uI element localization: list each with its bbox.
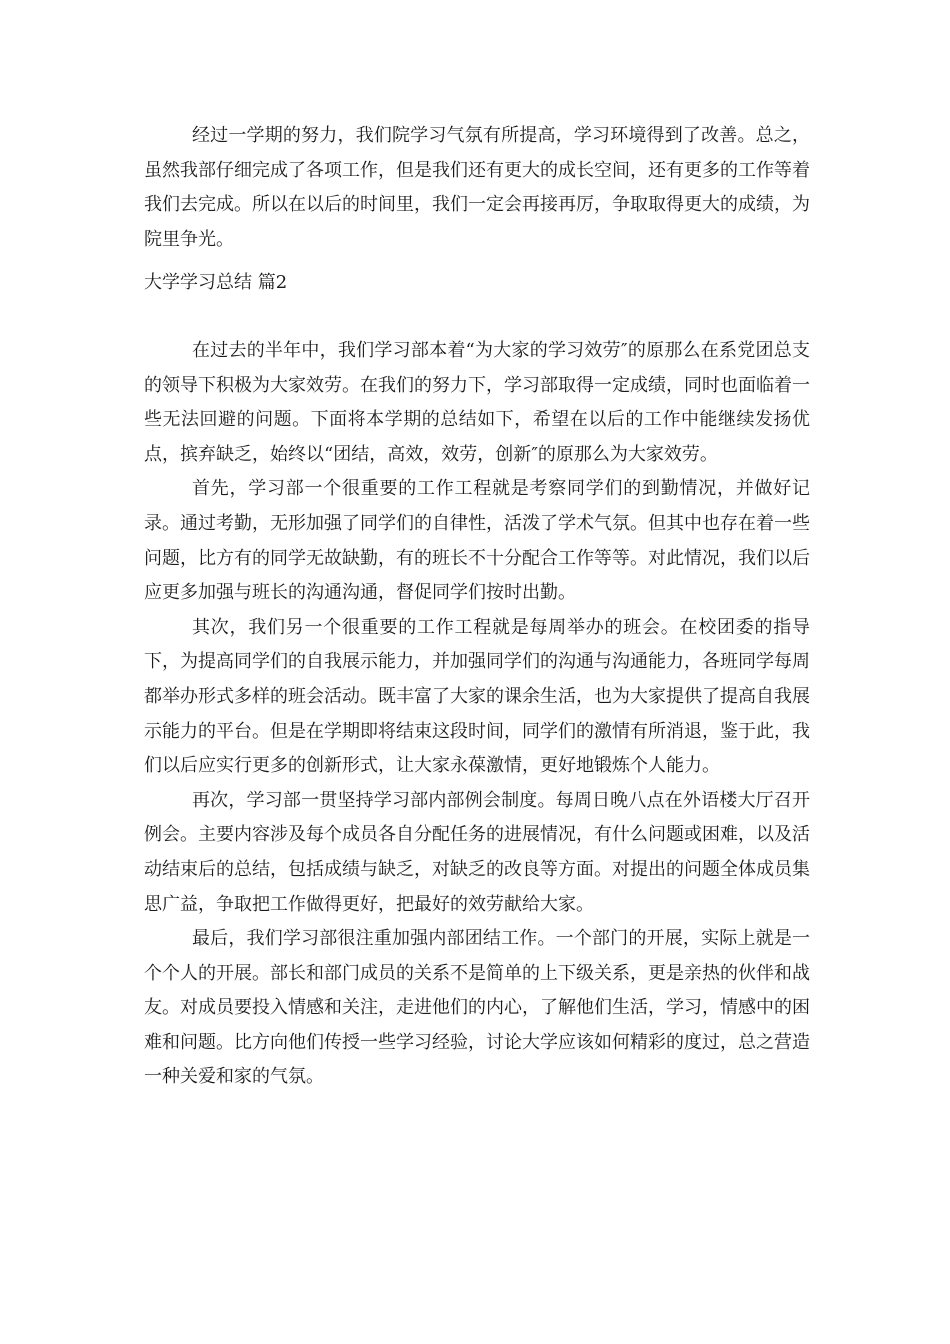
- body-paragraph: 其次，我们另一个很重要的工作工程就是每周举办的班会。在校团委的指导下，为提高同学们的自我展示能力，并加强同学们的沟通与沟通能力，各班同学每周都举办形式多样的班会活动。既丰富了大家的课余生活，也为大家提供了提高自我展示能力的平台。但是在学期即将结束这段时间，同学们的激情有所消退，鉴于此，我们以后应实行更多的创新形式，让大家永葆激情，更好地锻炼个人能力。: [144, 616, 810, 777]
- body-paragraph: 再次，学习部一贯坚持学习部内部例会制度。每周日晚八点在外语楼大厅召开例会。主要内容涉及每个成员各自分配任务的进展情况，有什么问题或困难，以及活动结束后的总结，包括成绩与缺乏，对缺乏的改良等方面。对提出的问题全体成员集思广益，争取把工作做得更好，把最好的效劳献给大家。: [144, 789, 810, 915]
- body-paragraph: 在过去的半年中，我们学习部本着“为大家的学习效劳″的原那么在系党团总支的领导下积极为大家效劳。在我们的努力下，学习部取得一定成绩，同时也面临着一些无法回避的问题。下面将本学期的总结如下，希望在以后的工作中能继续发扬优点，摈弃缺乏，始终以“团结，高效，效劳，创新″的原那么为大家效劳。: [144, 340, 810, 465]
- body-paragraph: 首先，学习部一个很重要的工作工程就是考察同学们的到勤情况，并做好记录。通过考勤，无形加强了同学们的自律性，活泼了学术气氛。但其中也存在着一些问题，比方有的同学无故缺勤，有的班长不十分配合工作等等。对此情况，我们以后应更多加强与班长的沟通沟通，督促同学们按时出勤。: [144, 478, 810, 604]
- section-heading: 大学学习总结 篇2: [144, 272, 288, 293]
- body-paragraph: 最后，我们学习部很注重加强内部团结工作。一个部门的开展，实际上就是一个个人的开展。部长和部门成员的关系不是简单的上下级关系，更是亲热的伙伴和战友。对成员要投入情感和关注，走进他们的内心，了解他们生活，学习，情感中的困难和问题。比方向他们传授一些学习经验，讨论大学应该如何精彩的度过，总之营造一种关爱和家的气氛。: [144, 928, 810, 1088]
- main-section: [144, 334, 810, 1095]
- intro-section: [144, 119, 810, 257]
- intro-paragraph: 经过一学期的努力，我们院学习气氛有所提高，学习环境得到了改善。总之，虽然我部仔细完成了各项工作，但是我们还有更大的成长空间，还有更多的工作等着我们去完成。所以在以后的时间里，我们一定会再接再厉，争取取得更大的成绩，为院里争光。: [144, 125, 810, 250]
